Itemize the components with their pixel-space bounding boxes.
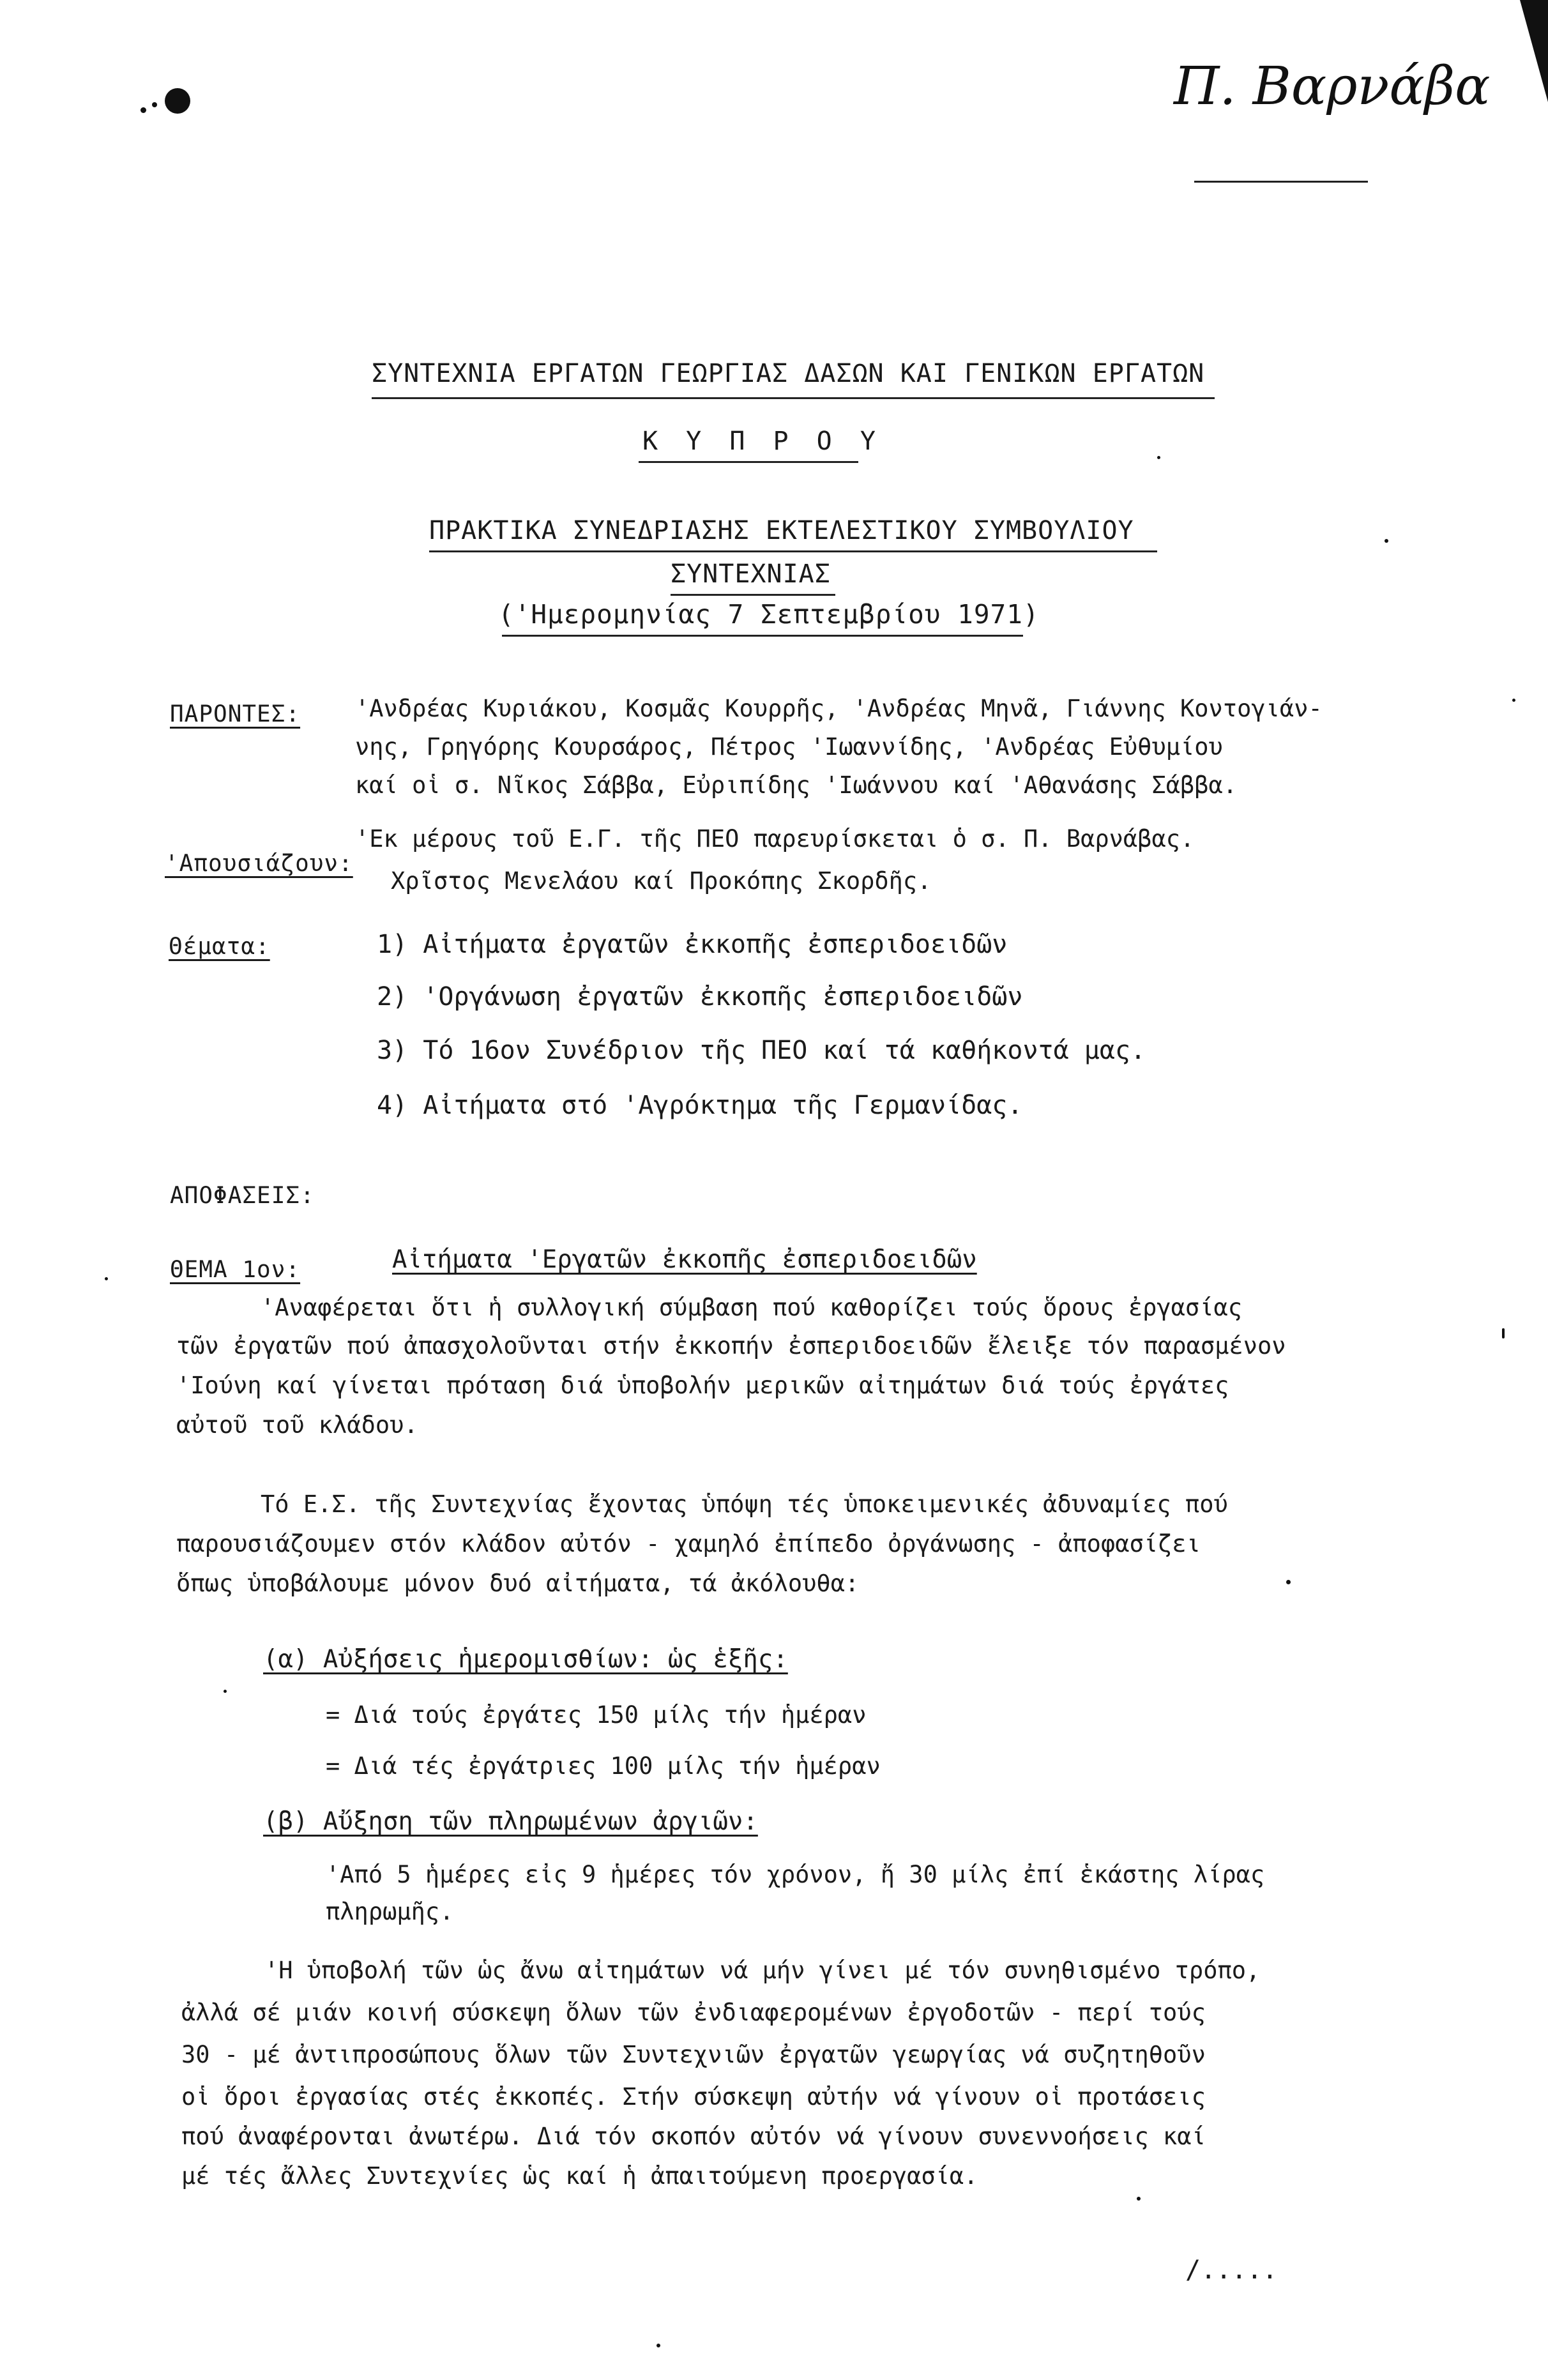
- decisions-label: ΑΠΟΦΑΣΕΙΣ:: [170, 1183, 315, 1209]
- theme1-para3-line: 30 - μέ ἀντιπροσώπους ὅλων τῶν Συντεχνιῶν ἐργατῶν γεωργίας νά συζητηθοῦν: [181, 2041, 1206, 2068]
- present-line: 'Ανδρέας Κυριάκου, Κοσμᾶς Κουρρῆς, 'Ανδρέας Μηνᾶ, Γιάννης Κοντογιάν-: [355, 695, 1323, 722]
- absent-label: 'Απουσιάζουν:: [165, 851, 353, 877]
- theme1-label: ΘΕΜΑ 1ον:: [170, 1257, 301, 1283]
- present-line: καί οἱ σ. Νῖκος Σάββα, Εὐριπίδης 'Ιωάννου καί 'Αθανάσης Σάββα.: [355, 771, 1238, 799]
- scan-speck: [224, 1690, 227, 1693]
- handwritten-underline: [1194, 181, 1368, 183]
- scan-speck: [1385, 539, 1388, 543]
- theme1-para2-line: Τό Ε.Σ. τῆς Συντεχνίας ἔχοντας ὑπόψη τές ὑποκειμενικές ἀδυναμίες πού: [261, 1490, 1228, 1518]
- theme1-para1-line: 'Αναφέρεται ὅτι ἡ συλλογική σύμβαση πού καθορίζει τούς ὅρους ἐργασίας: [261, 1294, 1243, 1321]
- minutes-line2-underline: [671, 594, 835, 596]
- item-b-title: (β) Αὔξηση τῶν πληρωμένων ἀργιῶν:: [263, 1807, 758, 1836]
- theme1-para3-line: 'Η ὑποβολή τῶν ὡς ἄνω αἰτημάτων νά μήν γίνει μέ τόν συνηθισμένο τρόπο,: [264, 1957, 1261, 1984]
- theme1-para2-line: ὅπως ὑποβάλουμε μόνον δυό αἰτήματα, τά ἀκόλουθα:: [176, 1570, 860, 1597]
- scan-speck: [105, 1277, 108, 1280]
- scan-speck: [1137, 2197, 1141, 2201]
- scan-blot: [165, 88, 190, 114]
- item-a-line: = Διά τές ἐργάτριες 100 μίλς τήν ἡμέραν: [326, 1752, 881, 1780]
- theme1-para3-line: μέ τές ἄλλες Συντεχνίες ὡς καί ἡ ἀπαιτούμενη προεργασία.: [181, 2162, 978, 2190]
- topic-item: 1) Αἰτήματα ἐργατῶν ἐκκοπῆς ἐσπεριδοειδῶν: [377, 930, 1008, 959]
- absent-names: Χρῖστος Μενελάου καί Προκόπης Σκορδῆς.: [391, 867, 932, 895]
- theme1-para1-line: τῶν ἐργατῶν πού ἀπασχολοῦνται στήν ἐκκοπήν ἐσπεριδοειδῶν ἔλειξε τόν παρασμένον: [176, 1332, 1286, 1360]
- present-label: ΠΑΡΟΝΤΕΣ:: [170, 701, 301, 727]
- theme1-para1-line: αὐτοῦ τοῦ κλάδου.: [176, 1411, 418, 1439]
- theme1-title: Αἰτήματα 'Εργατῶν ἐκκοπῆς ἐσπεριδοειδῶν: [392, 1245, 977, 1274]
- theme1-para2-line: παρουσιάζουμεν στόν κλάδον αὐτόν - χαμηλό ἐπίπεδο ὀργάνωσης - ἀποφασίζει: [176, 1530, 1201, 1558]
- union-title: ΣΥΝΤΕΧΝΙΑ ΕΡΓΑΤΩΝ ΓΕΩΡΓΙΑΣ ΔΑΣΩΝ ΚΑΙ ΓΕΝΙΚΩΝ ΕΡΓΑΤΩΝ: [372, 359, 1205, 388]
- theme1-para1-line: 'Ιούνη καί γίνεται πρόταση διά ὑποβολήν μερικῶν αἰτημάτων διά τούς ἐργάτες: [176, 1372, 1229, 1399]
- date-underline: [502, 635, 1023, 637]
- topic-item: 4) Αἰτήματα στό 'Αγρόκτημα τῆς Γερμανίδας.: [377, 1091, 1023, 1120]
- scan-dot: [152, 102, 157, 107]
- country-title: Κ Υ Π Ρ Ο Υ: [642, 427, 882, 456]
- theme1-para3-line: ἀλλά σέ μιάν κοινή σύσκεψη ὅλων τῶν ἐνδιαφερομένων ἐργοδοτῶν - περί τούς: [181, 1999, 1206, 2026]
- theme1-para3-line: πού ἀναφέρονται ἀνωτέρω. Διά τόν σκοπόν αὐτόν νά γίνουν συνεννοήσεις καί: [181, 2123, 1206, 2150]
- item-b-line: πληρωμῆς.: [326, 1898, 454, 1925]
- minutes-title-line2: ΣΥΝΤΕΧΝΙΑΣ: [671, 559, 831, 589]
- item-b-line: 'Από 5 ἡμέρες εἰς 9 ἡμέρες τόν χρόνον, ἤ 30 μίλς ἐπί ἑκάστης λίρας: [326, 1861, 1265, 1888]
- topic-item: 3) Τό 16ον Συνέδριον τῆς ΠΕΟ καί τά καθήκοντά μας.: [377, 1036, 1146, 1065]
- item-a-line: = Διά τούς ἐργάτες 150 μίλς τήν ἡμέραν: [326, 1701, 867, 1729]
- scan-corner-mark: [1520, 0, 1548, 102]
- date-line: ('Ημερομηνίας 7 Σεπτεμβρίου 1971): [498, 599, 1040, 630]
- theme1-para3-line: οἱ ὅροι ἐργασίας στές ἐκκοπές. Στήν σύσκεψη αὐτήν νά γίνουν οἱ προτάσεις: [181, 2083, 1206, 2111]
- country-underline: [639, 461, 858, 463]
- topic-item: 2) 'Οργάνωση ἐργατῶν ἐκκοπῆς ἐσπεριδοειδῶν: [377, 982, 1023, 1012]
- minutes-line1-underline: [429, 550, 1157, 552]
- union-title-underline: [372, 397, 1215, 399]
- handwritten-note: Π. Βαρνάβα: [1174, 56, 1491, 117]
- item-a-title: (α) Αὐξήσεις ἡμερομισθίων: ὡς ἑξῆς:: [263, 1645, 788, 1674]
- continuation-mark: /.....: [1185, 2255, 1278, 2285]
- topics-label: Θέματα:: [169, 934, 270, 960]
- scan-dot: [140, 107, 146, 113]
- scan-speck: [1157, 456, 1160, 459]
- present-line: νης, Γρηγόρης Κουρσάρος, Πέτρος 'Ιωαννίδης, 'Ανδρέας Εὐθυμίου: [355, 733, 1223, 761]
- scan-speck: [1512, 699, 1515, 702]
- minutes-title-line1: ΠΡΑΚΤΙΚΑ ΣΥΝΕΔΡΙΑΣΗΣ ΕΚΤΕΛΕΣΤΙΚΟΥ ΣΥΜΒΟΥΛΙΟΥ: [429, 516, 1134, 545]
- scan-speck: [656, 2344, 660, 2347]
- peo-line: 'Εκ μέρους τοῦ Ε.Γ. τῆς ΠΕΟ παρευρίσκεται ὁ σ. Π. Βαρνάβας.: [355, 825, 1195, 853]
- scan-speck: [1286, 1580, 1291, 1584]
- scan-speck: [1502, 1328, 1505, 1338]
